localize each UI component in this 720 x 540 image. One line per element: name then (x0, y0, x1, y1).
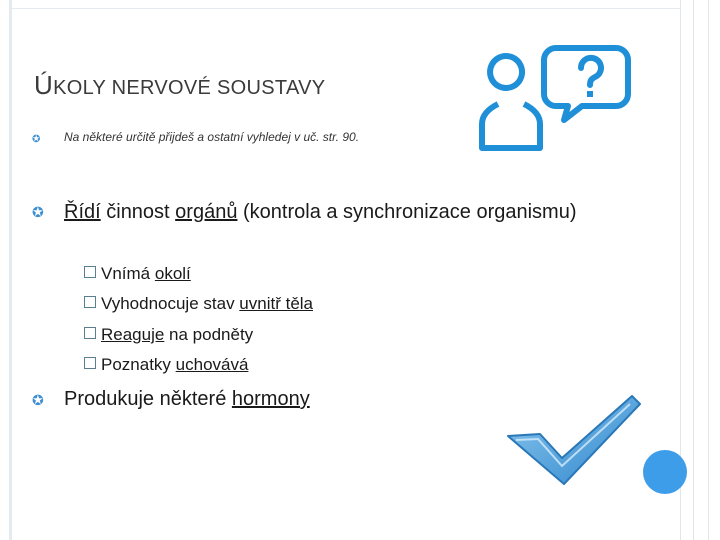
checkbox-bullet-icon (84, 327, 96, 339)
subpoint-2 (84, 294, 313, 314)
point1-text-a: činnost (100, 201, 176, 223)
bullet-icon: ✪ (32, 134, 41, 145)
title-first-letter: Ú (34, 70, 54, 100)
frame-right-border-3 (708, 0, 709, 540)
link-uvnitr-tela: uvnitř těla (239, 294, 313, 313)
frame-right-border-2 (693, 0, 694, 540)
frame-left-border (9, 0, 12, 540)
checkbox-bullet-icon (84, 266, 96, 278)
point2-text: Produkuje některé (64, 388, 232, 410)
subpoint-4 (84, 355, 248, 375)
link-organu: orgánů (175, 201, 238, 223)
subpoint-1 (84, 264, 191, 284)
point1-text-b: (kontrola a synchronizace organismu) (237, 201, 577, 223)
link-okoli: okolí (154, 264, 191, 283)
subpoint-3 (84, 325, 253, 345)
link-ridi: Řídí (64, 201, 101, 223)
note-text: Na některé určitě přijdeš a ostatní vyhledej v uč. str. 90. (64, 130, 360, 144)
link-reaguje: Reaguje (101, 325, 165, 344)
link-uchovava: uchovává (175, 355, 249, 374)
checkmark-icon (506, 392, 642, 488)
person-question-icon (476, 42, 636, 154)
bullet-icon: ✪ (32, 204, 44, 220)
checkbox-bullet-icon (84, 357, 96, 369)
subpoint-text: na podněty (164, 325, 254, 344)
link-hormony: hormony (231, 388, 310, 410)
decorative-circle (643, 450, 687, 494)
subpoint-text: Poznatky (101, 355, 176, 374)
title-rest: KOLY NERVOVÉ SOUSTAVY (53, 77, 326, 99)
point-controls (64, 198, 624, 227)
bullet-icon: ✪ (32, 392, 44, 408)
checkbox-bullet-icon (84, 296, 96, 308)
subpoint-text: Vyhodnocuje stav (101, 294, 240, 313)
frame-top-border (9, 8, 680, 9)
slide-title (34, 70, 325, 101)
subpoint-text: Vnímá (101, 264, 151, 283)
